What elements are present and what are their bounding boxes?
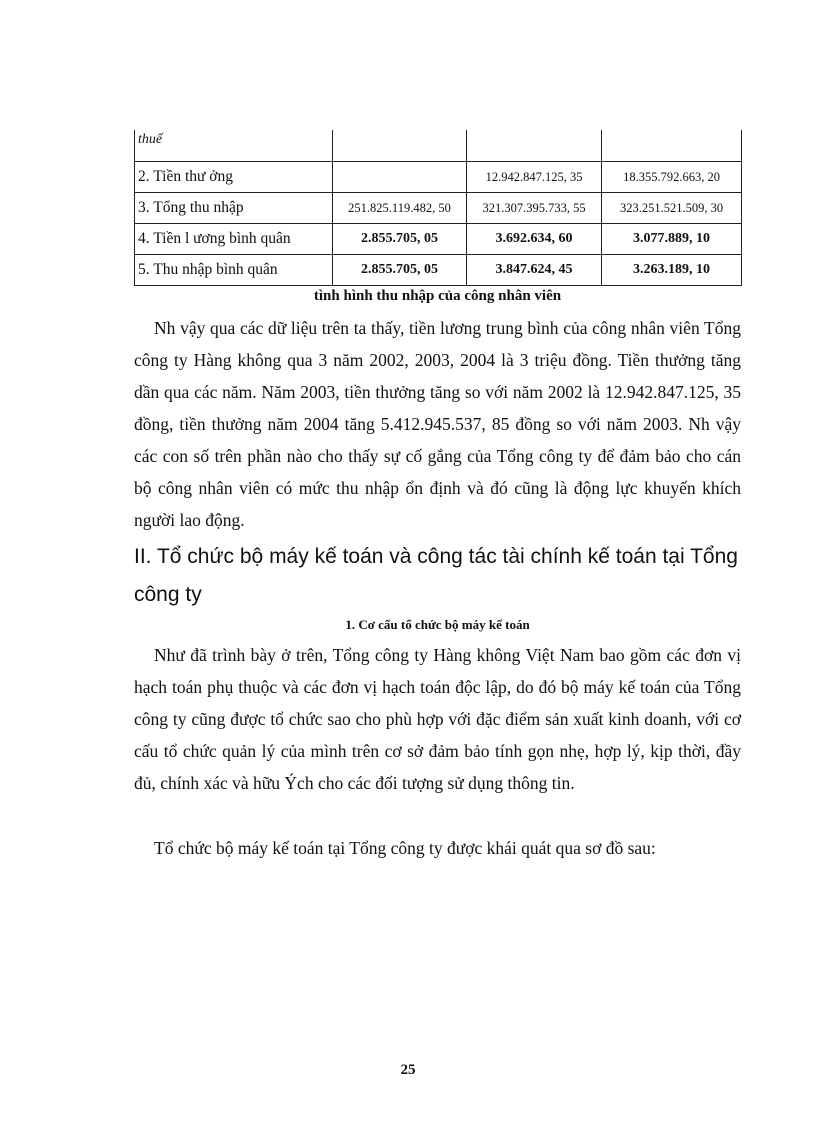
table-row [135,224,742,255]
cell-2003: 12.942.847.125, 35 [467,162,602,193]
paragraph-text: Nh vậy qua các dữ liệu trên ta thấy, tiền lương trung bình của công nhân viên Tổng công ty Hàng không qua 3 năm 2002, 2003, 2004 là 3 triệu đồng. Tiền thưởng tăng dần qua các năm. Năm 2003, tiền thưởng tăng so với năm 2002 là 12.942.847.125, 35 đồng, tiền thưởng năm 2004 tăng 5.412.945.537, 85 đồng so với năm 2003. Nh vậy các con số trên phần nào cho thấy sự cố gắng của Tổng công ty để đảm bảo cho cán bộ công nhân viên có mức thu nhập ổn định và đó cũng là động lực khuyến khích người lao động. [134,318,741,530]
row-label: 2. Tiền thư ởng [135,162,333,193]
page-number: 25 [400,1062,416,1078]
cell-2004: 323.251.521.509, 30 [602,193,742,224]
table-row [135,255,742,286]
row-label: thuế [135,130,333,162]
section-heading: II. Tổ chức bộ máy kế toán và công tác tài chính kế toán tại Tổng công ty [134,545,738,606]
income-table [134,130,742,286]
table-row [135,162,742,193]
paragraph-income-analysis [134,312,741,536]
cell-2002 [333,130,467,162]
table-row [135,193,742,224]
cell-2002: 251.825.119.482, 50 [333,193,467,224]
paragraph-text: Tổ chức bộ máy kế toán tại Tổng công ty được khái quát qua sơ đồ sau: [154,838,656,858]
row-label: 5. Thu nhập bình quân [135,255,333,286]
cell-2002: 2.855.705, 05 [333,224,467,255]
subsection-heading: 1. Cơ cấu tổ chức bộ máy kế toán [345,617,530,632]
table-row [135,130,742,162]
cell-2004 [602,130,742,162]
cell-2004: 18.355.792.663, 20 [602,162,742,193]
paragraph-accounting-structure [134,639,741,799]
cell-2002 [333,162,467,193]
cell-2004: 3.077.889, 10 [602,224,742,255]
cell-2003: 321.307.395.733, 55 [467,193,602,224]
paragraph-diagram-intro [134,832,741,864]
cell-2003: 3.847.624, 45 [467,255,602,286]
table-caption: tình hình thu nhập của công nhân viên [313,288,562,304]
cell-2002: 2.855.705, 05 [333,255,467,286]
cell-2003: 3.692.634, 60 [467,224,602,255]
row-label: 4. Tiền l ương bình quân [135,224,333,255]
cell-2003 [467,130,602,162]
paragraph-text: Như đã trình bày ở trên, Tổng công ty Hàng không Việt Nam bao gồm các đơn vị hạch toán phụ thuộc và các đơn vị hạch toán độc lập, do đó bộ máy kế toán của Tổng công ty cũng được tổ chức sao cho phù hợp với đặc điểm sản xuất kinh doanh, với cơ cấu tổ chức quản lý của mình trên cơ sở đảm bảo tính gọn nhẹ, hợp lý, kịp thời, đầy đủ, chính xác và hữu Ých cho các đối tượng sử dụng thông tin. [134,645,741,793]
cell-2004: 3.263.189, 10 [602,255,742,286]
row-label: 3. Tổng thu nhập [135,193,333,224]
